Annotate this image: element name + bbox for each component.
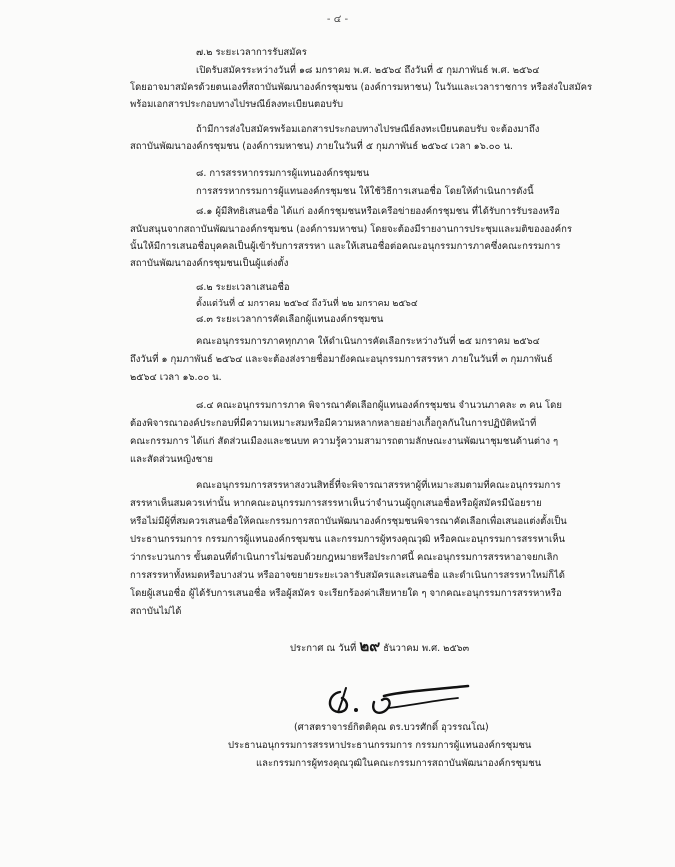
reservation-line: หรือไม่มีผู้ที่สมควรเสนอชื่อให้คณะกรรมการสถาบันพัฒนาองค์กรชุมชนพิจารณาคัดเลือกเพื่อเสนอแต่งตั้งเป็น [130, 516, 567, 527]
section-8-1-line: สนับสนุนจากสถาบันพัฒนาองค์กรชุมชน (องค์การมหาชน) โดยจะต้องมีรายงานการประชุมและมติขององค์กร [130, 224, 572, 235]
reservation-line: โดยผู้เสนอชื่อ ผู้ได้รับการเสนอชื่อ หรือผู้สมัคร จะเรียกร้องค่าเสียหายใด ๆ จากคณะอนุกรรมการสรรหาหรือ [130, 588, 562, 599]
section-8-3-line: คณะอนุกรรมการภาคทุกภาค ให้ดำเนินการคัดเลือกระหว่างวันที่ ๒๕ มกราคม ๒๕๖๔ [196, 336, 540, 347]
section-8-2-heading: ๘.๒ ระยะเวลาเสนอชื่อ [196, 282, 290, 293]
reservation-line: ว่ากระบวนการ ขั้นตอนที่ดำเนินการไม่ชอบด้วยกฎหมายหรือประกาศนี้ คณะอนุกรรมการสรรหาอาจยกเลิก [130, 552, 559, 563]
handwritten-signature [318, 672, 478, 722]
reservation-line: สถาบันไม่ได้ [130, 606, 182, 617]
section-8-3-heading: ๘.๓ ระยะเวลาการคัดเลือกผู้แทนองค์กรชุมชน [196, 314, 384, 325]
signer-name: (ศาสตราจารย์กิตติคุณ ดร.บวรศักดิ์ อุวรรณโณ) [294, 722, 489, 733]
section-8-3-line: ถึงวันที่ ๑ กุมภาพันธ์ ๒๕๖๔ และจะต้องส่งรายชื่อมายังคณะอนุกรรมการสรรหา ภายในวันที่ ๓ กุมภาพันธ์ [130, 354, 553, 365]
announcement-prefix: ประกาศ ณ วันที่ [290, 643, 357, 654]
signer-title-line: ประธานอนุกรรมการสรรหาประธานกรรมการ กรรมการผู้แทนองค์กรชุมชน [228, 740, 532, 751]
section-7-2-text-line: ถ้ามีการส่งใบสมัครพร้อมเอกสารประกอบทางไปรษณีย์ลงทะเบียนตอบรับ จะต้องมาถึง [196, 124, 540, 135]
reservation-line: ประธานกรรมการ กรรมการผู้แทนองค์กรชุมชน และกรรมการผู้ทรงคุณวุฒิ หรือคณะอนุกรรมการสรรหาเห็น [130, 534, 566, 545]
section-8-2-dates: ตั้งแต่วันที่ ๔ มกราคม ๒๕๖๔ ถึงวันที่ ๒๒ มกราคม ๒๕๖๔ [196, 299, 418, 309]
section-8-4-line: ต้องพิจารณาองค์ประกอบที่มีความเหมาะสมหรือมีความหลากหลายอย่างเกื้อกูลกันในการปฏิบัติหน้าที่ [130, 418, 537, 429]
section-8-heading: ๘. การสรรหากรรมการผู้แทนองค์กรชุมชน [196, 168, 370, 179]
reservation-line: การสรรหาทั้งหมดหรือบางส่วน หรืออาจขยายระยะเวลารับสมัครและเสนอชื่อ และดำเนินการสรรหาใหม่ก็ได้ [130, 570, 565, 581]
announcement-date [290, 637, 470, 655]
announcement-day: ๒๙ [359, 637, 381, 655]
section-8-4-line: และสัดส่วนหญิงชาย [130, 454, 213, 465]
section-8-intro: การสรรหากรรมการผู้แทนองค์กรชุมชน ให้ใช้วิธีการเสนอชื่อ โดยให้ดำเนินการดังนี้ [196, 186, 534, 197]
section-7-2-text-line: สถาบันพัฒนาองค์กรชุมชน (องค์การมหาชน) ภายในวันที่ ๕ กุมภาพันธ์ ๒๕๖๔ เวลา ๑๖.๐๐ น. [130, 141, 513, 152]
section-8-4-line: คณะกรรมการ ได้แก่ สัดส่วนเมืองและชนบท ความรู้ความสามารถตามลักษณะงานพัฒนาชุมชนด้านต่าง ๆ [130, 436, 559, 447]
section-7-2-text-line: เปิดรับสมัครระหว่างวันที่ ๑๘ มกราคม พ.ศ. ๒๕๖๔ ถึงวันที่ ๕ กุมภาพันธ์ พ.ศ. ๒๕๖๔ [196, 65, 540, 76]
section-7-2-text-line: พร้อมเอกสารประกอบทางไปรษณีย์ลงทะเบียนตอบรับ [130, 99, 343, 110]
announcement-suffix: ธันวาคม พ.ศ. ๒๕๖๓ [383, 643, 470, 654]
section-8-1-line: สถาบันพัฒนาองค์กรชุมชนเป็นผู้แต่งตั้ง [130, 258, 289, 269]
section-8-1-line: ๘.๑ ผู้มีสิทธิเสนอชื่อ ได้แก่ องค์กรชุมชนหรือเครือข่ายองค์กรชุมชน ที่ได้รับการรับรองหรือ [196, 206, 560, 217]
page-number: - ๔ - [326, 14, 349, 25]
reservation-line: คณะอนุกรรมการสรรหาสงวนสิทธิ์ที่จะพิจารณาสรรหาผู้ที่เหมาะสมตามที่คณะอนุกรรมการ [196, 480, 561, 491]
section-7-2-heading: ๗.๒ ระยะเวลาการรับสมัคร [196, 47, 307, 58]
signer-title-line: และกรรมการผู้ทรงคุณวุฒิในคณะกรรมการสถาบันพัฒนาองค์กรชุมชน [256, 758, 542, 769]
reservation-line: สรรหาเห็นสมควรเท่านั้น หากคณะอนุกรรมการสรรหาเห็นว่าจำนวนผู้ถูกเสนอชื่อหรือผู้สมัครมีน้อยราย [130, 498, 542, 509]
section-7-2-text-line: โดยอาจมาสมัครด้วยตนเองที่สถาบันพัฒนาองค์กรชุมชน (องค์การมหาชน) ในวันและเวลาราชการ หรือส่งใบสมัคร [130, 82, 593, 93]
section-8-1-line: นั้นให้มีการเสนอชื่อบุคคลเป็นผู้เข้ารับการสรรหา และให้เสนอชื่อต่อคณะอนุกรรมการภาคซึ่งคณะกรรมการ [130, 241, 561, 252]
section-8-4-line: ๘.๔ คณะอนุกรรมการภาค พิจารณาคัดเลือกผู้แทนองค์กรชุมชน จำนวนภาคละ ๓ คน โดย [196, 400, 562, 411]
section-8-3-line: ๒๕๖๔ เวลา ๑๖.๐๐ น. [130, 372, 222, 383]
